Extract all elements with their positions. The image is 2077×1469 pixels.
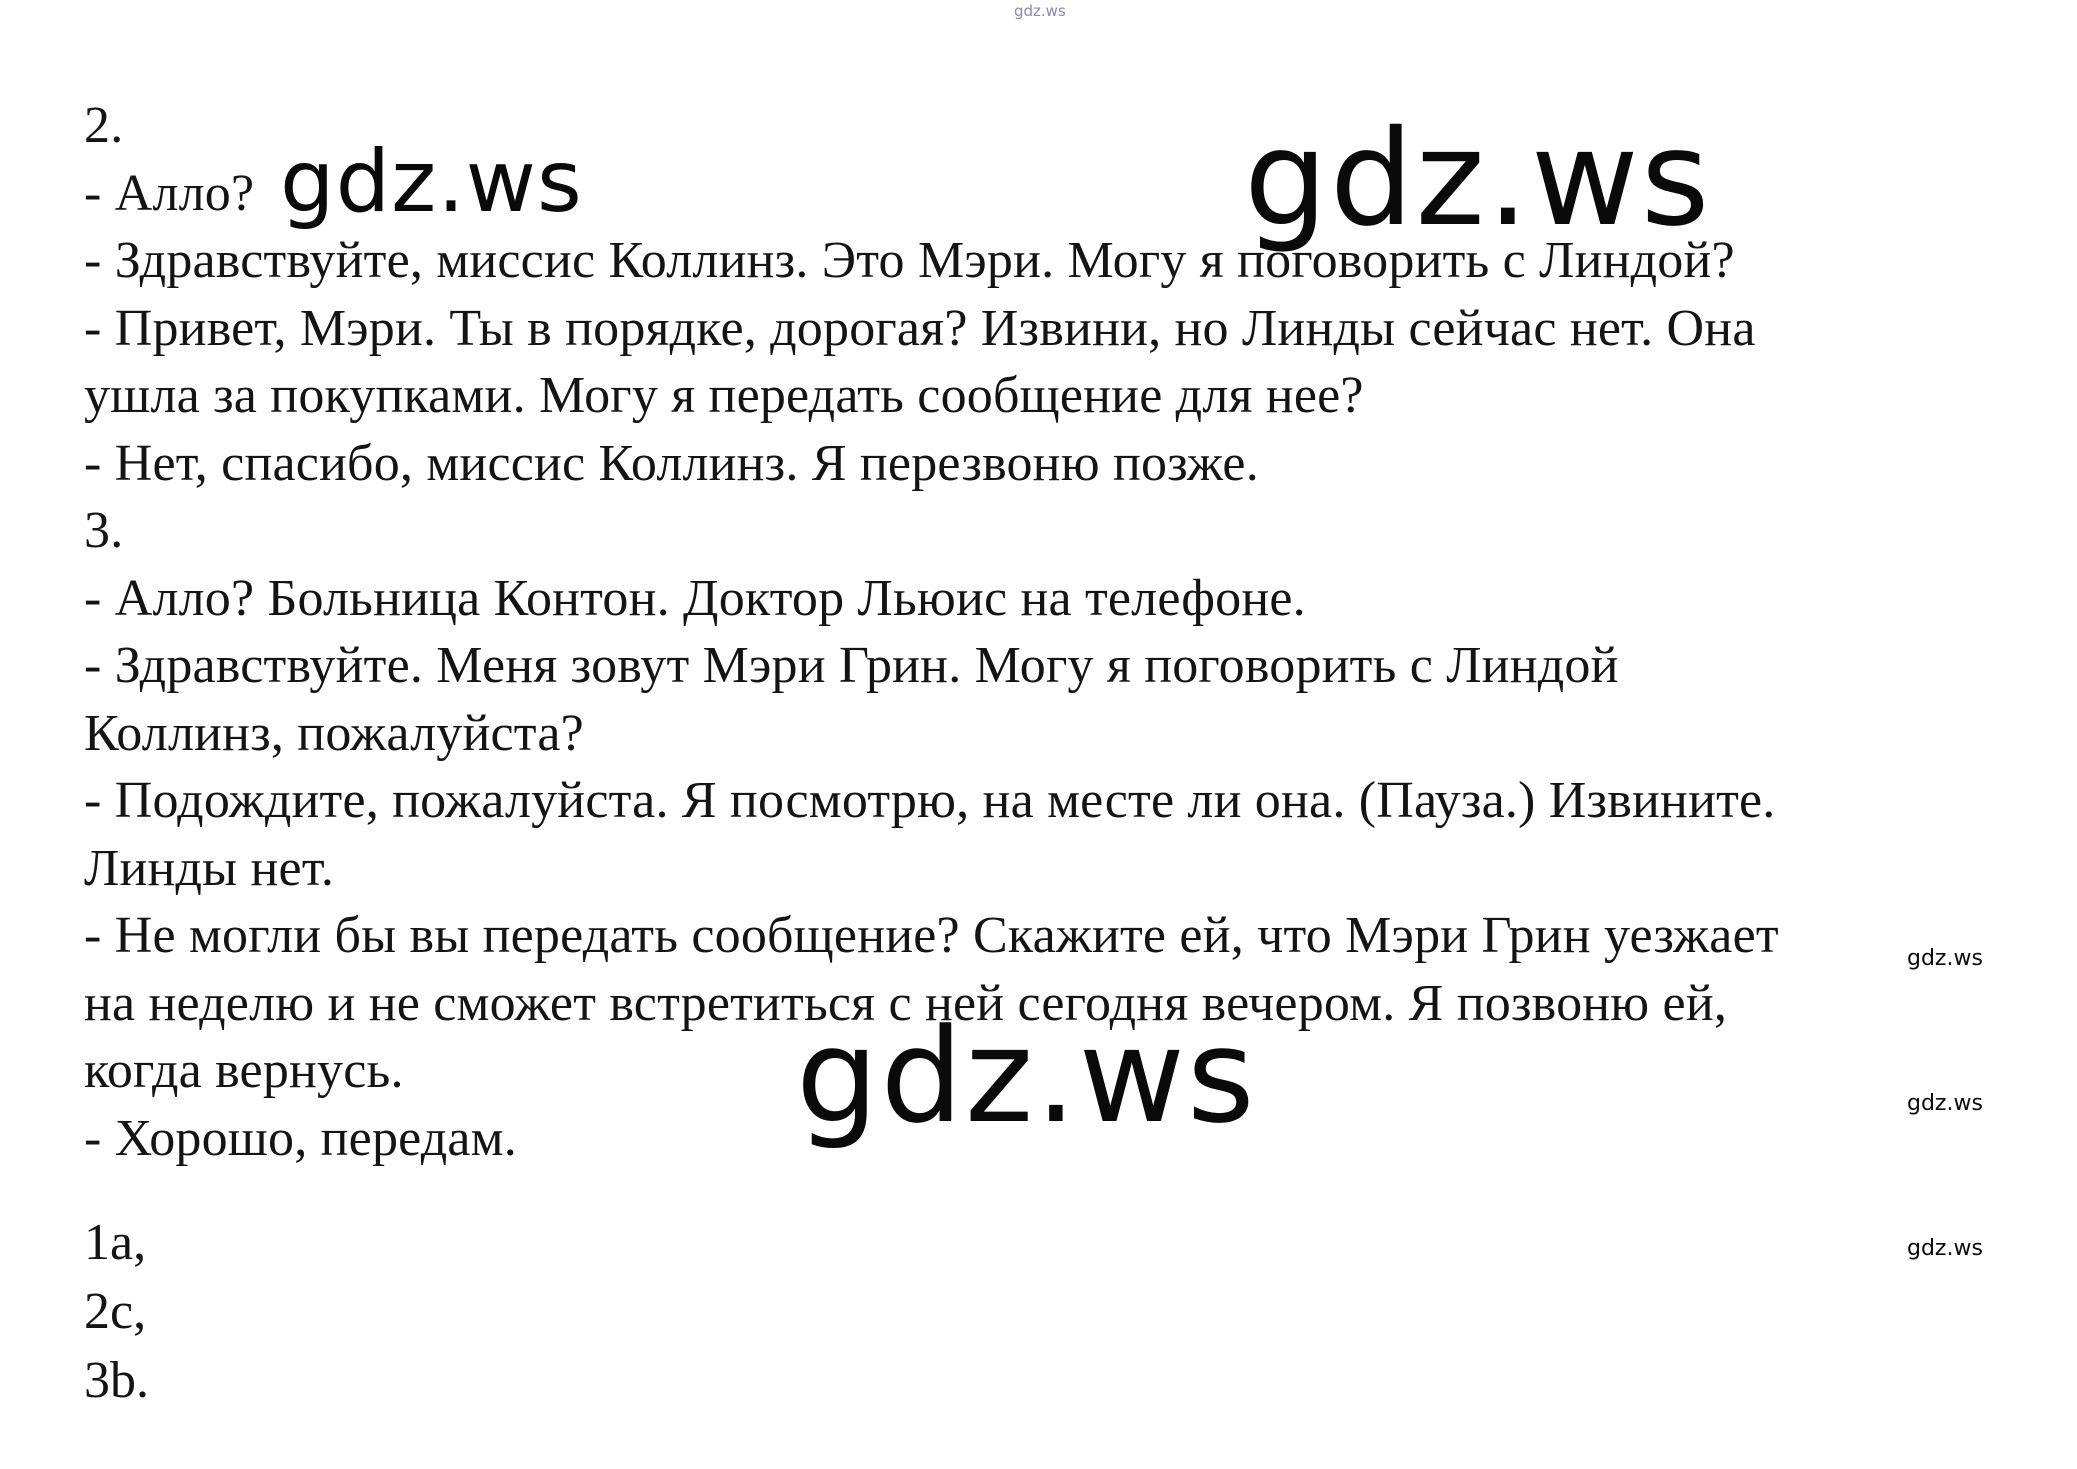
watermark-side: gdz.ws bbox=[1907, 946, 1983, 971]
dialogue-line: - Алло? Больница Контон. Доктор Льюис на телефоне. bbox=[84, 569, 1306, 627]
watermark-small-top: gdz.ws bbox=[280, 132, 583, 232]
dialogue-line: ушла за покупками. Могу я передать сообщение для нее? bbox=[84, 367, 1364, 424]
watermark-big-top: gdz.ws bbox=[1244, 102, 1712, 256]
dialogue-line: - Хорошо, передам. bbox=[84, 1109, 517, 1167]
answer-item: 2c, bbox=[84, 1283, 147, 1340]
watermark-side: gdz.ws bbox=[1907, 1236, 1983, 1261]
dialogue-line: - Привет, Мэри. Ты в порядке, дорогая? Извини, но Линды сейчас нет. Она bbox=[84, 299, 1756, 357]
dialogue-line: - Подождите, пожалуйста. Я посмотрю, на месте ли она. (Пауза.) Извините. bbox=[84, 772, 1776, 829]
dialogue-line: - Нет, спасибо, миссис Коллинз. Я перезвоню позже. bbox=[84, 434, 1259, 492]
dialogue-line: - Здравствуйте, миссис Коллинз. Это Мэри. Могу я поговорить с Линдой? bbox=[84, 232, 1735, 289]
answers-list bbox=[84, 1208, 149, 1415]
dialogue-line: Линды нет. bbox=[84, 839, 335, 897]
dialogue-line: - Здравствуйте. Меня зовут Мэри Грин. Могу я поговорить с Линдой bbox=[84, 637, 1619, 694]
dialogue-line: на неделю и не сможет встретиться с ней сегодня вечером. Я позвоню ей, bbox=[84, 974, 1728, 1032]
dialogue-line: Коллинз, пожалуйста? bbox=[84, 704, 584, 762]
watermark-side: gdz.ws bbox=[1907, 1091, 1983, 1116]
answer-item: 1a, bbox=[84, 1214, 147, 1271]
watermark-top-tiny: gdz.ws bbox=[1014, 2, 1066, 20]
dialogue-line: 3. bbox=[84, 502, 124, 559]
dialogue-line: - Не могли бы вы передать сообщение? Скажите ей, что Мэри Грин уезжает bbox=[84, 907, 1779, 964]
dialogue-line: - Алло? bbox=[84, 164, 255, 222]
dialogue-line: 2. bbox=[84, 97, 124, 154]
answer-item: 3b. bbox=[84, 1352, 149, 1409]
dialogue-line: когда вернусь. bbox=[84, 1042, 404, 1099]
watermark-big-bottom: gdz.ws bbox=[796, 1000, 1257, 1152]
